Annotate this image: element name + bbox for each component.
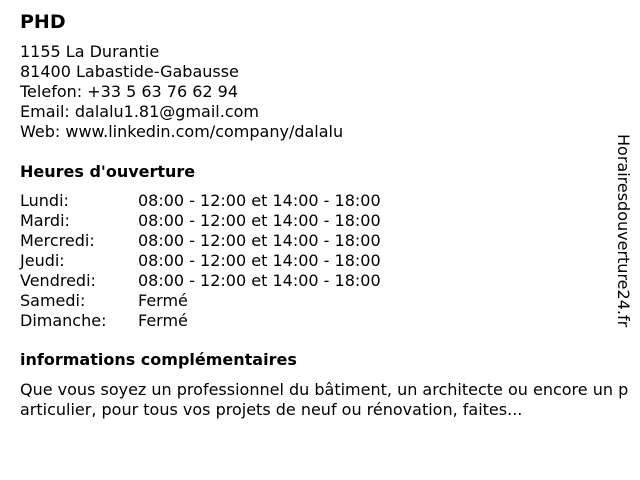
- address-city: 81400 Labastide-Gabausse: [20, 62, 239, 81]
- hours-day: Vendredi:: [20, 271, 96, 290]
- hours-row: [20, 291, 381, 311]
- extra-info-title: informations complémentaires: [20, 350, 297, 369]
- hours-time: Fermé: [138, 311, 188, 330]
- hours-time: Fermé: [138, 291, 188, 310]
- website-line: Web: www.linkedin.com/company/dalalu: [20, 122, 344, 141]
- email-line: Email: dalalu1.81@gmail.com: [20, 102, 259, 121]
- hours-row: [20, 191, 381, 211]
- hours-row: [20, 251, 381, 271]
- hours-row: [20, 271, 381, 291]
- hours-row: [20, 211, 381, 231]
- hours-time: 08:00 - 12:00 et 14:00 - 18:00: [138, 231, 381, 250]
- hours-table: [20, 191, 381, 331]
- phone-line: Telefon: +33 5 63 76 62 94: [20, 82, 239, 101]
- hours-time: 08:00 - 12:00 et 14:00 - 18:00: [138, 211, 381, 230]
- hours-day: Mardi:: [20, 211, 70, 230]
- hours-time: 08:00 - 12:00 et 14:00 - 18:00: [138, 251, 381, 270]
- hours-row: [20, 311, 381, 331]
- hours-time: 08:00 - 12:00 et 14:00 - 18:00: [138, 271, 381, 290]
- hours-day: Dimanche:: [20, 311, 107, 330]
- extra-info-text: Que vous soyez un professionnel du bâtiment, un architecte ou encore un particulier, pour tous vos projets de neuf ou rénovation, faites...: [20, 380, 629, 419]
- business-name: PHD: [20, 11, 66, 33]
- brand-watermark: Horairesdouverture24.fr: [614, 134, 633, 328]
- hours-day: Mercredi:: [20, 231, 95, 250]
- address-street: 1155 La Durantie: [20, 42, 160, 61]
- hours-row: [20, 231, 381, 251]
- hours-time: 08:00 - 12:00 et 14:00 - 18:00: [138, 191, 381, 210]
- hours-day: Jeudi:: [20, 251, 65, 270]
- hours-day: Samedi:: [20, 291, 86, 310]
- hours-day: Lundi:: [20, 191, 69, 210]
- hours-title: Heures d'ouverture: [20, 162, 196, 181]
